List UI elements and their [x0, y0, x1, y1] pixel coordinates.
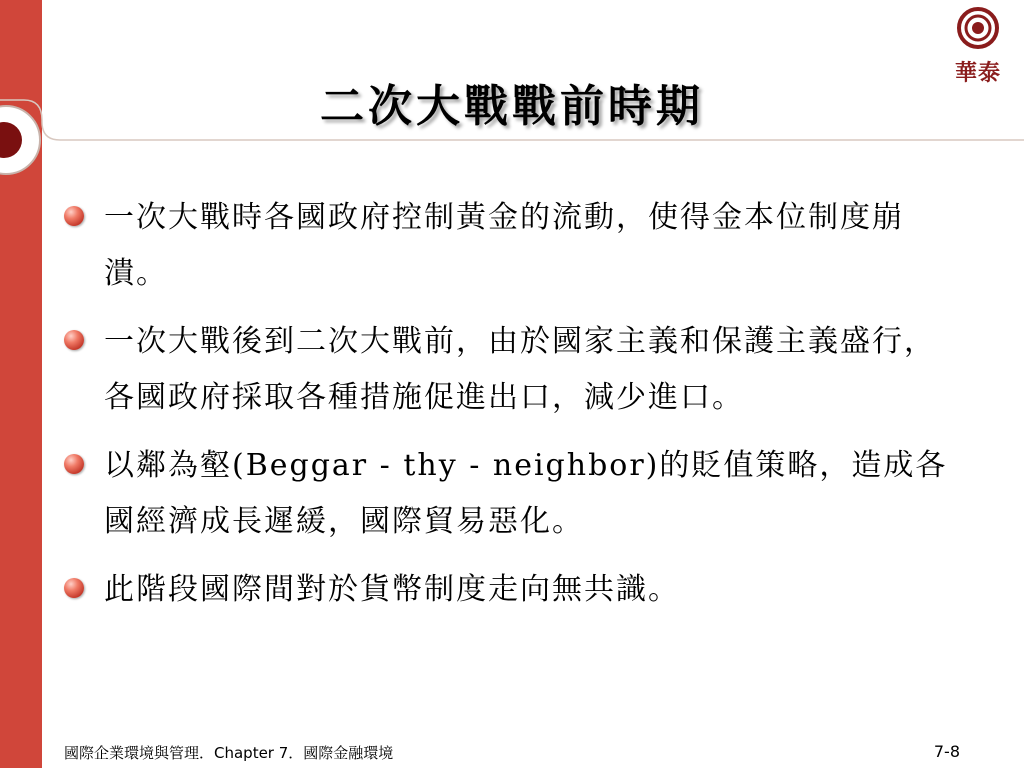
bullet-text: 此階段國際間對於貨幣制度走向無共識。: [104, 572, 680, 607]
bullet-item: [64, 314, 964, 426]
bullet-item: [64, 438, 964, 550]
logo-text: 華泰: [954, 60, 1001, 86]
slide-title: 二次大戰戰前時期: [320, 81, 704, 132]
bullet-icon: [64, 206, 84, 226]
bullet-list: [64, 190, 964, 630]
bullet-item: [64, 190, 964, 302]
bullet-icon: [64, 578, 84, 598]
bullet-item: [64, 562, 964, 618]
bullet-text: 一次大戰後到二次大戰前，由於國家主義和保護主義盛行，各國政府採取各種措施促進出口，減少進口。: [104, 324, 936, 415]
footer-page-number: 7-8: [933, 742, 960, 761]
bullet-icon: [64, 330, 84, 350]
bullet-icon: [64, 454, 84, 474]
logo-rings-icon: [956, 6, 1000, 50]
bullet-text: 以鄰為壑(Beggar - thy - neighbor)的貶值策略，造成各國經濟成長遲緩，國際貿易惡化。: [104, 448, 948, 539]
footer-course-label: 國際企業環境與管理．Chapter 7．國際金融環境: [64, 744, 394, 762]
bullet-text: 一次大戰時各國政府控制黃金的流動，使得金本位制度崩潰。: [104, 200, 904, 291]
